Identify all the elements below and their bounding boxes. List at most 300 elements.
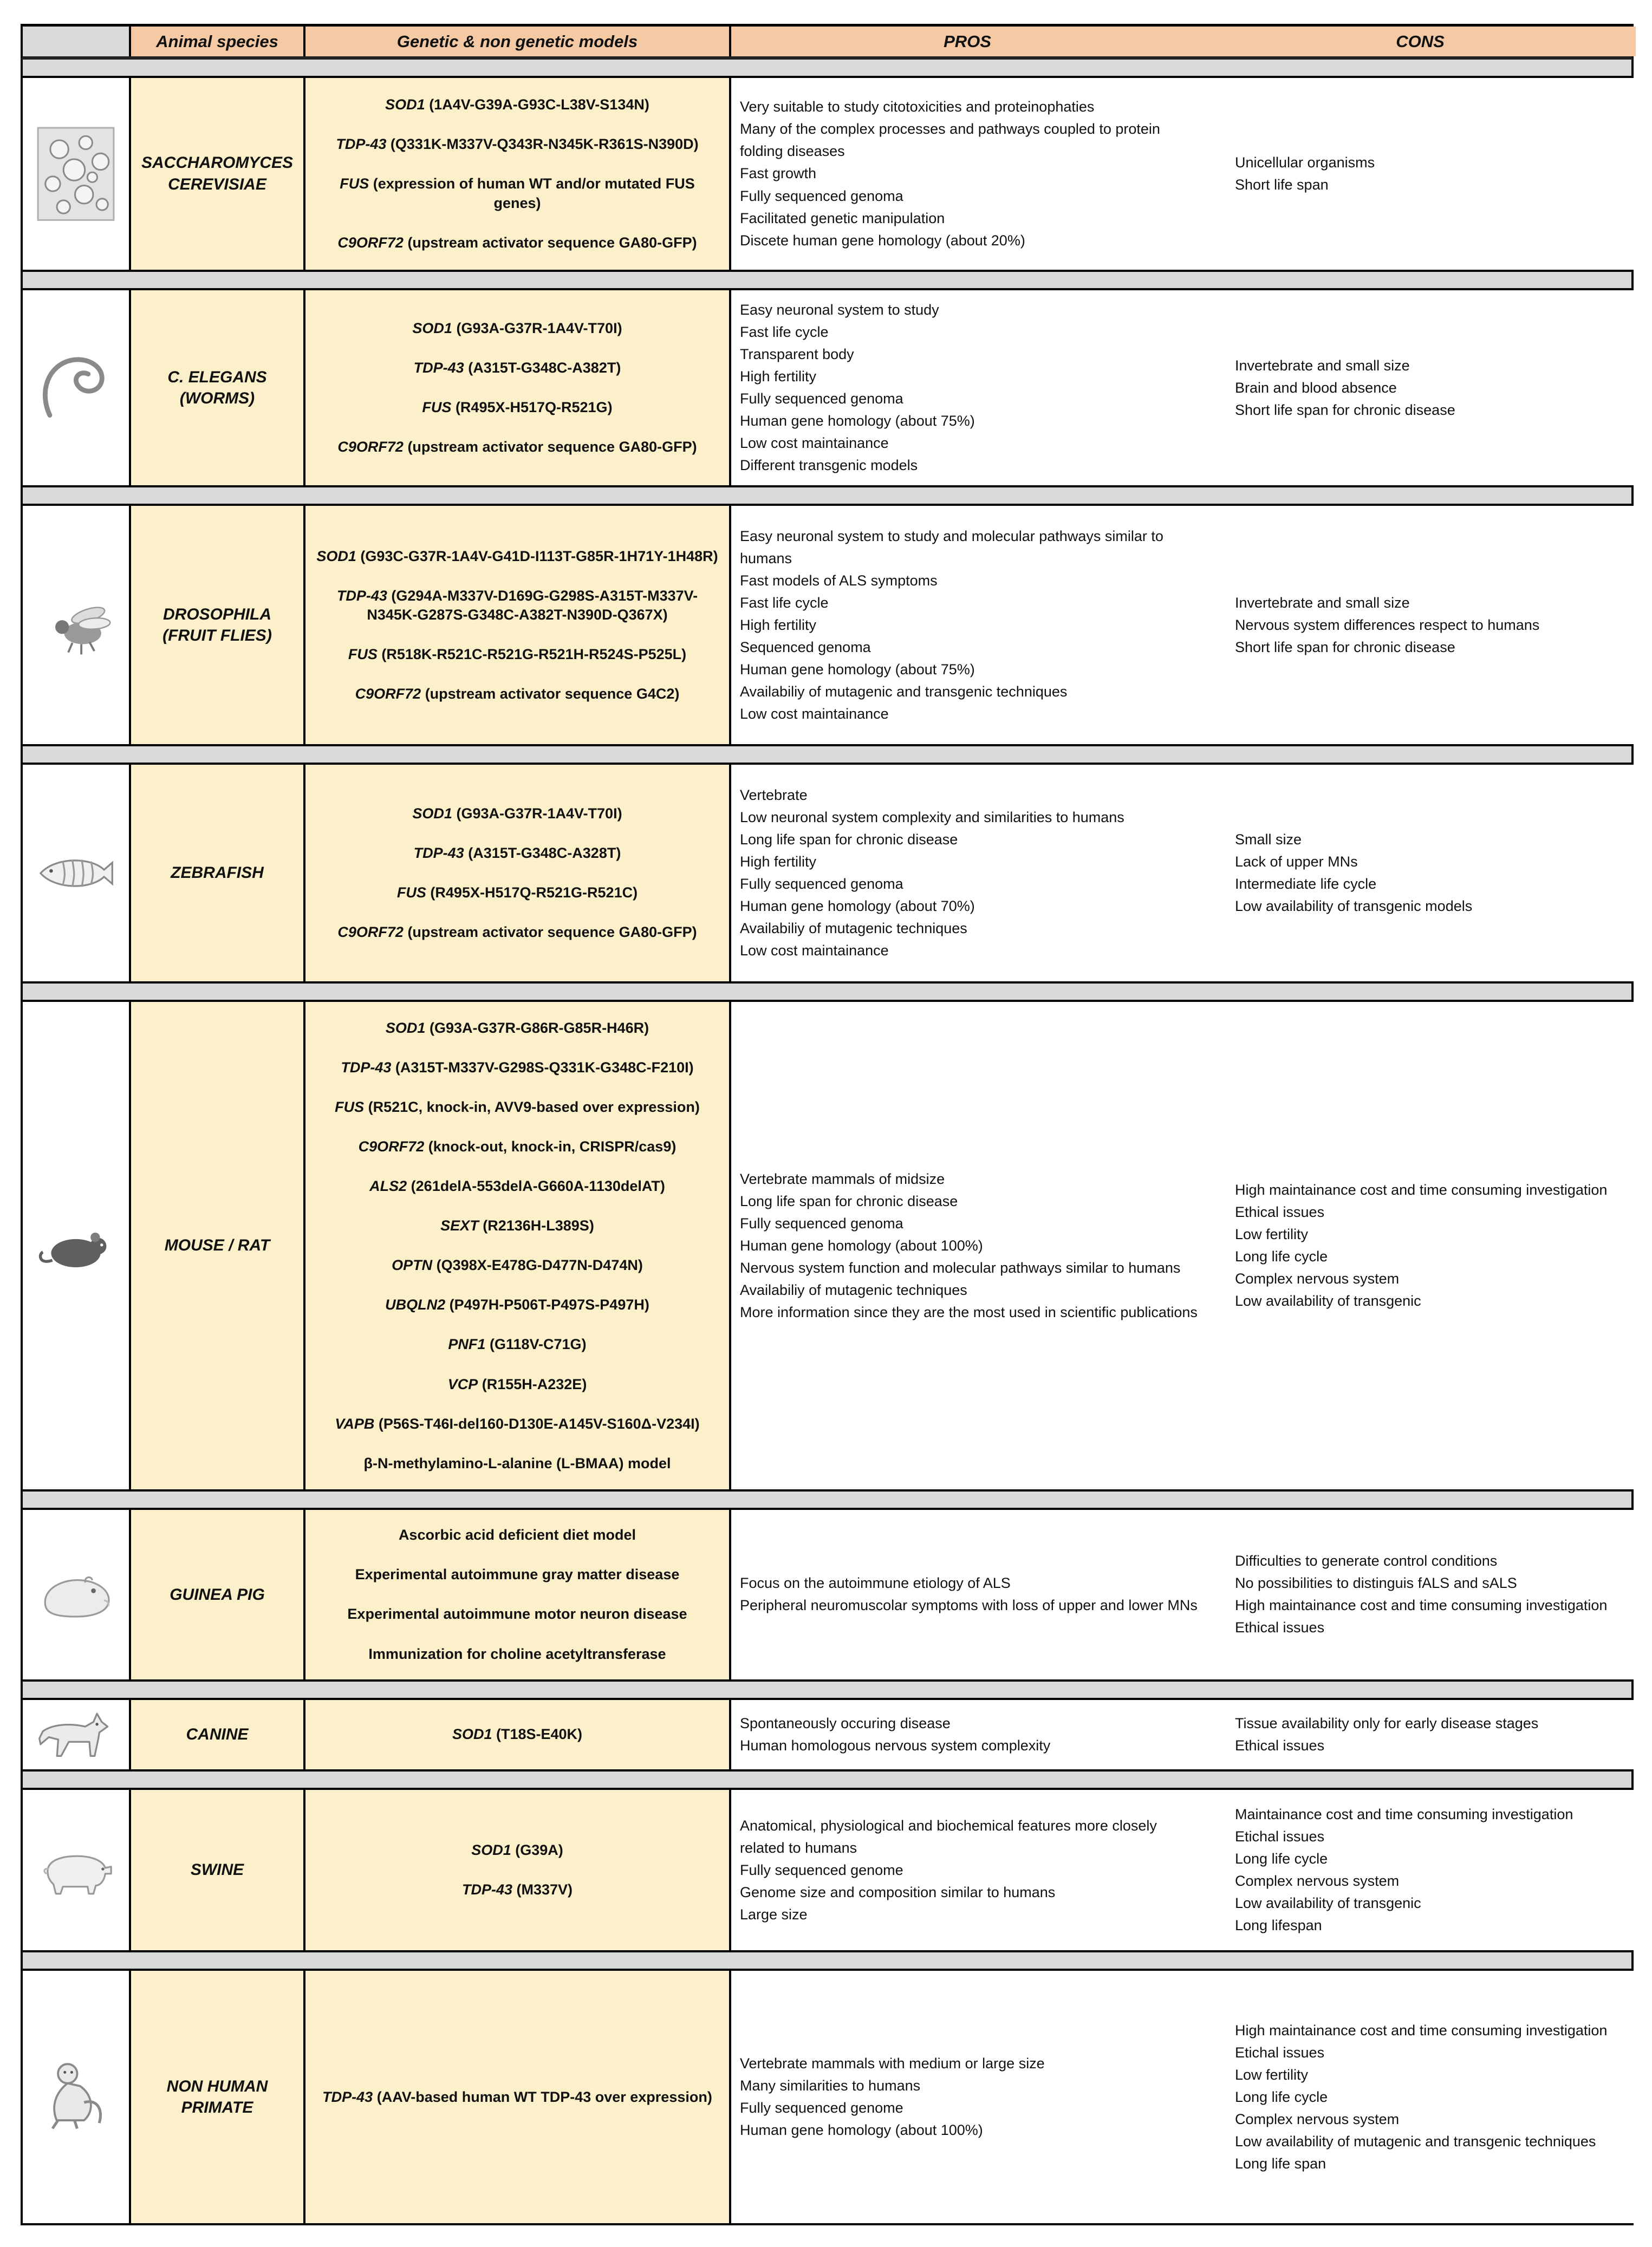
fruit-fly-image (35, 584, 117, 666)
animal-image-cell (23, 506, 131, 744)
species-name: CANINE (186, 1725, 249, 1744)
pro-item: Many similarities to humans (740, 2077, 921, 2094)
model-entry (452, 1725, 582, 1744)
model-entry (412, 804, 622, 823)
pro-item: Fast models of ALS symptoms (740, 572, 938, 589)
pro-item: Vertebrate (740, 787, 808, 804)
con-item: No possibilities to distinguis fALS and sALS (1235, 1575, 1517, 1592)
model-detail: (Q398X-E478G-D477N-D474N) (436, 1257, 643, 1274)
gene-symbol: VCP (447, 1376, 478, 1392)
con-item: Brain and blood absence (1235, 379, 1397, 396)
model-detail: (G93A-G37R-1A4V-T70I) (456, 320, 622, 336)
model-entry (448, 1375, 587, 1394)
species-row (21, 504, 1634, 746)
con-item: Short life span (1235, 177, 1329, 193)
animal-image-cell (23, 1002, 131, 1489)
con-item: High maintainance cost and time consuming investigation (1235, 2022, 1608, 2038)
model-entry (422, 398, 612, 417)
pros-cell (731, 765, 1204, 981)
species-row (21, 1508, 1634, 1681)
model-detail: (upstream activator sequence GA80-GFP) (407, 924, 697, 941)
row-separator (21, 1771, 1634, 1788)
model-text: β-N-methylamino-L-alanine (L-BMAA) model (363, 1455, 671, 1471)
model-entry (336, 135, 698, 154)
con-item: Ethical issues (1235, 1619, 1325, 1636)
model-detail: (Q331K-M337V-Q343R-N345K-R361S-N390D) (390, 136, 699, 153)
species-name-cell (131, 290, 305, 485)
con-item: Long life cycle (1235, 1851, 1328, 1867)
model-entry (355, 685, 680, 704)
cons-cell (1204, 1700, 1636, 1770)
model-detail: (A315T-G348C-A382T) (468, 360, 621, 376)
species-row (21, 1698, 1634, 1772)
con-item: Short life span for chronic disease (1235, 401, 1455, 418)
con-item: Low availability of transgenic (1235, 1293, 1421, 1310)
gene-symbol: TDP-43 (413, 845, 464, 862)
gene-symbol: C9ORF72 (337, 924, 404, 941)
model-text: Experimental autoimmune gray matter disease (355, 1566, 680, 1583)
model-detail: (upstream activator sequence GA80-GFP) (407, 439, 697, 455)
yeast-micrograph-image (35, 125, 117, 223)
pro-item: Availabiliy of mutagenic techniques (740, 920, 967, 937)
cons-list (1235, 1179, 1614, 1312)
gene-symbol: FUS (396, 884, 426, 901)
pro-item: Human gene homology (about 100%) (740, 2122, 983, 2139)
pro-item: Spontaneously occuring disease (740, 1715, 951, 1731)
con-item: High maintainance cost and time consuming investigation (1235, 1182, 1608, 1199)
con-item: Long lifespan (1235, 1917, 1322, 1934)
gene-symbol: SOD1 (452, 1726, 492, 1743)
row-separator (21, 272, 1634, 288)
gene-symbol: TDP-43 (322, 2088, 373, 2105)
gene-symbol: SOD1 (471, 1842, 511, 1859)
gene-symbol: SEXT (440, 1217, 479, 1234)
pro-item: High fertility (740, 368, 817, 385)
model-entry (337, 923, 697, 942)
species-row (21, 763, 1634, 984)
pros-list (740, 299, 1198, 477)
model-entry (471, 1841, 563, 1860)
gene-symbol: SOD1 (385, 96, 425, 113)
gene-symbol: FUS (340, 175, 369, 192)
pro-item: Long life span for chronic disease (740, 1193, 958, 1209)
model-entry (440, 1216, 594, 1235)
con-item: Complex nervous system (1235, 2111, 1400, 2127)
pro-item: Transparent body (740, 346, 854, 363)
pros-list (740, 1815, 1198, 1926)
cons-cell (1204, 1002, 1636, 1489)
con-item: Intermediate life cycle (1235, 876, 1377, 893)
model-entry (316, 547, 718, 566)
pros-list (740, 1572, 1198, 1617)
species-row (21, 1969, 1634, 2225)
row-separator (21, 60, 1634, 76)
header-models-label: Genetic & non genetic models (396, 31, 638, 51)
model-entry (385, 1295, 649, 1314)
model-entry (335, 1415, 699, 1434)
animal-image-cell (23, 765, 131, 981)
pro-item: Nervous system function and molecular pathways similar to humans Availabiliy of mutagenic techniques (740, 1259, 1181, 1298)
animal-image-cell (23, 1510, 131, 1679)
model-detail: (A315T-G348C-A328T) (468, 845, 621, 862)
gene-symbol: FUS (348, 646, 378, 662)
monkey-image (35, 2056, 117, 2138)
pros-cell (731, 1700, 1204, 1770)
header-animal-species-cell (131, 27, 305, 56)
con-item: Short life span for chronic disease (1235, 639, 1455, 655)
model-entry (397, 883, 638, 902)
model-detail: (1A4V-G39A-G93C-L38V-S134N) (429, 96, 649, 113)
species-name-cell (131, 1002, 305, 1489)
pro-item: Human homologous nervous system complexity (740, 1737, 1051, 1754)
con-item: Invertebrate and small size (1235, 357, 1410, 374)
species-name: SACCHAROMYCES (141, 154, 294, 172)
model-detail: (R495X-H517Q-R521G) (455, 399, 613, 416)
animal-image-cell (23, 290, 131, 485)
models-cell (305, 1971, 731, 2223)
models-cell (305, 1510, 731, 1679)
row-separator (21, 1952, 1634, 1969)
species-name: MOUSE / RAT (164, 1236, 270, 1255)
model-detail: (upstream activator sequence G4C2) (425, 685, 680, 702)
con-item: Low availability of mutagenic and transgenic techniques (1235, 2133, 1596, 2150)
gene-symbol: FUS (335, 1098, 365, 1115)
model-detail: (AAV-based human WT TDP-43 over expression) (376, 2088, 712, 2105)
pros-cell (731, 1002, 1204, 1489)
header-cons-cell (1204, 27, 1636, 56)
gene-symbol: UBQLN2 (385, 1297, 446, 1313)
gene-symbol: SOD1 (316, 548, 356, 564)
model-entry (316, 174, 718, 212)
con-item: Complex nervous system (1235, 1271, 1400, 1287)
guinea-pig-image (35, 1568, 117, 1621)
pro-item: Focus on the autoimmune etiology of ALS (740, 1575, 1011, 1592)
row-separator (21, 1682, 1634, 1698)
pro-item: Many of the complex processes and pathways coupled to protein folding diseases (740, 121, 1160, 160)
pro-item: Human gene homology (about 100%) (740, 1237, 983, 1254)
header-pros-cell (731, 27, 1204, 56)
cons-list (1235, 1712, 1614, 1757)
model-text: Immunization for choline acetyltransferase (368, 1645, 666, 1662)
model-detail: (upstream activator sequence GA80-GFP) (407, 234, 697, 251)
pro-item: Fast life cycle (740, 594, 829, 611)
models-cell (305, 1790, 731, 1950)
model-entry (316, 587, 718, 624)
pro-item: Fully sequenced genoma (740, 1215, 903, 1232)
con-item: Long life span (1235, 2155, 1326, 2172)
gene-symbol: C9ORF72 (355, 685, 421, 702)
model-detail: (T18S-E40K) (496, 1726, 583, 1743)
dog-image (35, 1705, 117, 1764)
model-entry (392, 1256, 643, 1275)
gene-symbol: FUS (422, 399, 452, 416)
model-detail: (P497H-P506T-P497S-P497H) (449, 1297, 649, 1313)
pro-item: High fertility (740, 616, 817, 633)
pro-item: Human gene homology (about 75%) (740, 413, 975, 429)
cons-cell (1204, 506, 1636, 744)
models-cell (305, 1002, 731, 1489)
pro-item: Peripheral neuromuscolar symptoms with loss of upper and lower MNs (740, 1597, 1198, 1614)
pros-cell (731, 78, 1204, 270)
pro-item: More information since they are the most used in scientific publications (740, 1304, 1198, 1320)
model-text: Experimental autoimmune motor neuron disease (347, 1606, 687, 1623)
pro-item: Low cost maintainance (740, 435, 889, 452)
gene-symbol: SOD1 (412, 320, 452, 336)
species-name: PRIMATE (181, 2099, 253, 2117)
cons-list (1235, 1550, 1614, 1639)
species-name: GUINEA PIG (170, 1585, 265, 1604)
con-item: Ethical issues (1235, 1204, 1325, 1221)
species-row (21, 1788, 1634, 1952)
con-item: Tissue availability only for early disease stages (1235, 1715, 1539, 1731)
species-name: SWINE (190, 1861, 244, 1879)
con-item: Lack of upper MNs (1235, 854, 1358, 870)
cons-cell (1204, 1971, 1636, 2223)
model-entry (348, 645, 686, 664)
model-detail: (G93A-G37R-G86R-G85R-H46R) (429, 1019, 649, 1036)
pro-item: Anatomical, physiological and biochemical features more closely related to humans (740, 1817, 1157, 1856)
model-entry (355, 1565, 680, 1584)
cons-cell (1204, 290, 1636, 485)
model-detail: (R521C, knock-in, AVV9-based over expression) (368, 1098, 700, 1115)
species-name-cell (131, 765, 305, 981)
pig-image (35, 1841, 117, 1900)
gene-symbol: TDP-43 (336, 136, 387, 153)
pro-item: Fully sequenced genome (740, 1861, 903, 1878)
pro-item: Low cost maintainance (740, 705, 889, 722)
gene-symbol: OPTN (392, 1257, 433, 1274)
con-item: Maintainance cost and time consuming investigation (1235, 1806, 1573, 1823)
con-item: Low availability of transgenic (1235, 1895, 1421, 1912)
pro-item: High fertility (740, 854, 817, 870)
con-item: High maintainance cost and time consuming investigation (1235, 1597, 1608, 1614)
species-name: (FRUIT FLIES) (162, 627, 272, 645)
model-entry (414, 359, 621, 377)
cons-list (1235, 2020, 1614, 2175)
pros-cell (731, 1790, 1204, 1950)
cons-cell (1204, 1510, 1636, 1679)
pro-item: Easy neuronal system to study (740, 302, 939, 318)
pros-list (740, 96, 1198, 251)
species-row (21, 76, 1634, 272)
con-item: Unicellular organisms (1235, 154, 1375, 171)
model-entry (337, 233, 697, 252)
con-item: Ethical issues (1235, 1737, 1325, 1754)
models-cell (305, 506, 731, 744)
model-detail: (G39A) (515, 1842, 563, 1859)
pros-list (740, 1712, 1198, 1757)
species-row (21, 1000, 1634, 1492)
pro-item: Availabiliy of mutagenic and transgenic techniques (740, 683, 1068, 700)
header-models-cell (305, 27, 731, 56)
species-name-cell (131, 1510, 305, 1679)
pro-item: Long life span for chronic disease (740, 831, 958, 848)
pros-cell (731, 290, 1204, 485)
model-entry (412, 319, 622, 338)
cons-cell (1204, 1790, 1636, 1950)
con-item: Complex nervous system (1235, 1873, 1400, 1890)
model-entry (341, 1058, 693, 1077)
row-separator (21, 487, 1634, 504)
cons-list (1235, 1803, 1614, 1937)
con-item: Low fertility (1235, 1226, 1309, 1243)
pro-item: Different transgenic models (740, 457, 918, 474)
con-item: Nervous system differences respect to humans (1235, 616, 1540, 633)
zebrafish-image (35, 850, 117, 897)
gene-symbol: TDP-43 (461, 1881, 512, 1898)
gene-symbol: ALS2 (369, 1178, 407, 1195)
row-separator (21, 984, 1634, 1000)
table-header-row (21, 24, 1634, 60)
header-cons-label: CONS (1396, 31, 1445, 51)
pro-item: Vertebrate mammals with medium or large size (740, 2055, 1045, 2072)
pro-item: Human gene homology (about 75%) (740, 661, 975, 678)
pro-item: Easy neuronal system to study and molecular pathways similar to humans (740, 527, 1163, 566)
cons-list (1235, 152, 1614, 196)
pro-item: Sequenced genoma (740, 639, 871, 655)
gene-symbol: C9ORF72 (337, 234, 404, 251)
species-name: (WORMS) (179, 389, 255, 408)
pros-cell (731, 1510, 1204, 1679)
model-entry (414, 844, 621, 863)
model-entry (337, 438, 697, 457)
model-detail: (M337V) (516, 1881, 573, 1898)
species-row (21, 288, 1634, 487)
model-entry (335, 1098, 700, 1117)
pros-cell (731, 506, 1204, 744)
model-detail: (G118V-C71G) (489, 1336, 587, 1353)
worm-image (35, 347, 117, 429)
animal-image-cell (23, 78, 131, 270)
pro-item: Very suitable to study citotoxicities and proteinophaties (740, 99, 1095, 115)
species-name-cell (131, 1971, 305, 2223)
model-detail: (261delA-553delA-G660A-1130delAT) (411, 1178, 665, 1195)
model-entry (448, 1335, 586, 1354)
species-name: DROSOPHILA (162, 605, 271, 623)
model-detail: (knock-out, knock-in, CRISPR/cas9) (428, 1138, 677, 1155)
pro-item: Discete human gene homology (about 20%) (740, 232, 1025, 249)
con-item: Long life cycle (1235, 2088, 1328, 2105)
pro-item: Low neuronal system complexity and similarities to humans (740, 809, 1124, 826)
model-detail: (P56S-T46I-del160-D130E-A145V-S160Δ-V234I) (378, 1415, 700, 1432)
header-animal-species-label: Animal species (156, 31, 278, 51)
con-item: Small size (1235, 831, 1302, 848)
gene-symbol: TDP-43 (341, 1059, 392, 1076)
species-name: C. ELEGANS (167, 368, 267, 386)
model-detail: (A315T-M337V-G298S-Q331K-G348C-F210I) (395, 1059, 694, 1076)
pros-cell (731, 1971, 1204, 2223)
gene-symbol: SOD1 (385, 1019, 426, 1036)
pros-list (740, 525, 1198, 725)
con-item: Long life cycle (1235, 1248, 1328, 1265)
pros-list (740, 1168, 1198, 1324)
species-name-cell (131, 506, 305, 744)
model-entry (385, 95, 649, 114)
cons-list (1235, 592, 1614, 659)
model-detail: (R2136H-L389S) (483, 1217, 594, 1234)
models-cell (305, 1700, 731, 1770)
header-pros-label: PROS (944, 31, 991, 51)
model-entry (347, 1605, 687, 1624)
pro-item: Vertebrate mammals of midsize (740, 1170, 945, 1187)
model-text: Ascorbic acid deficient diet model (398, 1527, 636, 1543)
con-item: Etichal issues (1235, 2044, 1325, 2061)
pro-item: Fast life cycle (740, 324, 829, 341)
gene-symbol: TDP-43 (336, 587, 387, 604)
con-item: Invertebrate and small size (1235, 594, 1410, 611)
model-detail: (G93A-G37R-1A4V-T70I) (456, 805, 622, 822)
species-name-cell (131, 1700, 305, 1770)
model-detail: (R518K-R521C-R521G-R521H-R524S-P525L) (381, 646, 687, 662)
animal-image-cell (23, 1971, 131, 2223)
model-entry (386, 1019, 649, 1038)
pro-item: Fully sequenced genoma (740, 390, 903, 407)
species-name: CEREVISIAE (168, 175, 266, 193)
gene-symbol: C9ORF72 (358, 1138, 425, 1155)
pros-list (740, 2053, 1198, 2141)
model-entry (364, 1454, 671, 1473)
mouse-image (35, 1219, 117, 1272)
species-name-cell (131, 1790, 305, 1950)
pro-item: Fully sequenced genome (740, 2100, 903, 2116)
animal-models-table (21, 24, 1634, 2225)
con-item: Etichal issues (1235, 1828, 1325, 1845)
model-detail: (G294A-M337V-D169G-G298S-A315T-M337V-N345K-G287S-G348C-A382T-N390D-Q367X) (367, 587, 698, 623)
models-cell (305, 765, 731, 981)
species-name: ZEBRAFISH (171, 864, 264, 882)
pro-item: Low cost maintainance (740, 942, 889, 959)
pros-list (740, 784, 1198, 962)
gene-symbol: SOD1 (412, 805, 452, 822)
model-entry (359, 1137, 677, 1156)
gene-symbol: PNF1 (448, 1336, 486, 1353)
pro-item: Facilitated genetic manipulation (740, 210, 945, 226)
animal-image-cell (23, 1790, 131, 1950)
model-detail: (R155H-A232E) (482, 1376, 587, 1392)
model-entry (369, 1177, 665, 1196)
model-detail: (R495X-H517Q-R521G-R521C) (430, 884, 638, 901)
pro-item: Fully sequenced genoma (740, 876, 903, 893)
gene-symbol: C9ORF72 (337, 439, 404, 455)
gene-symbol: TDP-43 (413, 360, 464, 376)
model-entry (368, 1645, 666, 1664)
gene-symbol: VAPB (335, 1415, 375, 1432)
pro-item: Human gene homology (about 70%) (740, 898, 975, 915)
pro-item: Fast growth (740, 165, 817, 182)
models-cell (305, 78, 731, 270)
cons-cell (1204, 765, 1636, 981)
cons-list (1235, 829, 1614, 917)
model-detail: (expression of human WT and/or mutated FUS genes) (373, 175, 695, 211)
pro-item: Fully sequenced genoma (740, 187, 903, 204)
pro-item: Genome size and composition similar to humans (740, 1884, 1056, 1900)
model-entry (322, 2088, 712, 2107)
species-name-cell (131, 78, 305, 270)
species-name: NON HUMAN (166, 2077, 268, 2095)
cons-list (1235, 355, 1614, 421)
row-separator (21, 1492, 1634, 1508)
con-item: Difficulties to generate control conditions (1235, 1553, 1498, 1569)
con-item: Low availability of transgenic models (1235, 898, 1473, 915)
model-detail: (G93C-G37R-1A4V-G41D-I113T-G85R-1H71Y-1H48R) (360, 548, 718, 564)
cons-cell (1204, 78, 1636, 270)
animal-image-cell (23, 1700, 131, 1770)
con-item: Low fertility (1235, 2066, 1309, 2083)
model-entry (399, 1526, 636, 1545)
model-entry (462, 1880, 573, 1899)
pro-item: Large size (740, 1906, 808, 1923)
table-body (21, 60, 1634, 2225)
